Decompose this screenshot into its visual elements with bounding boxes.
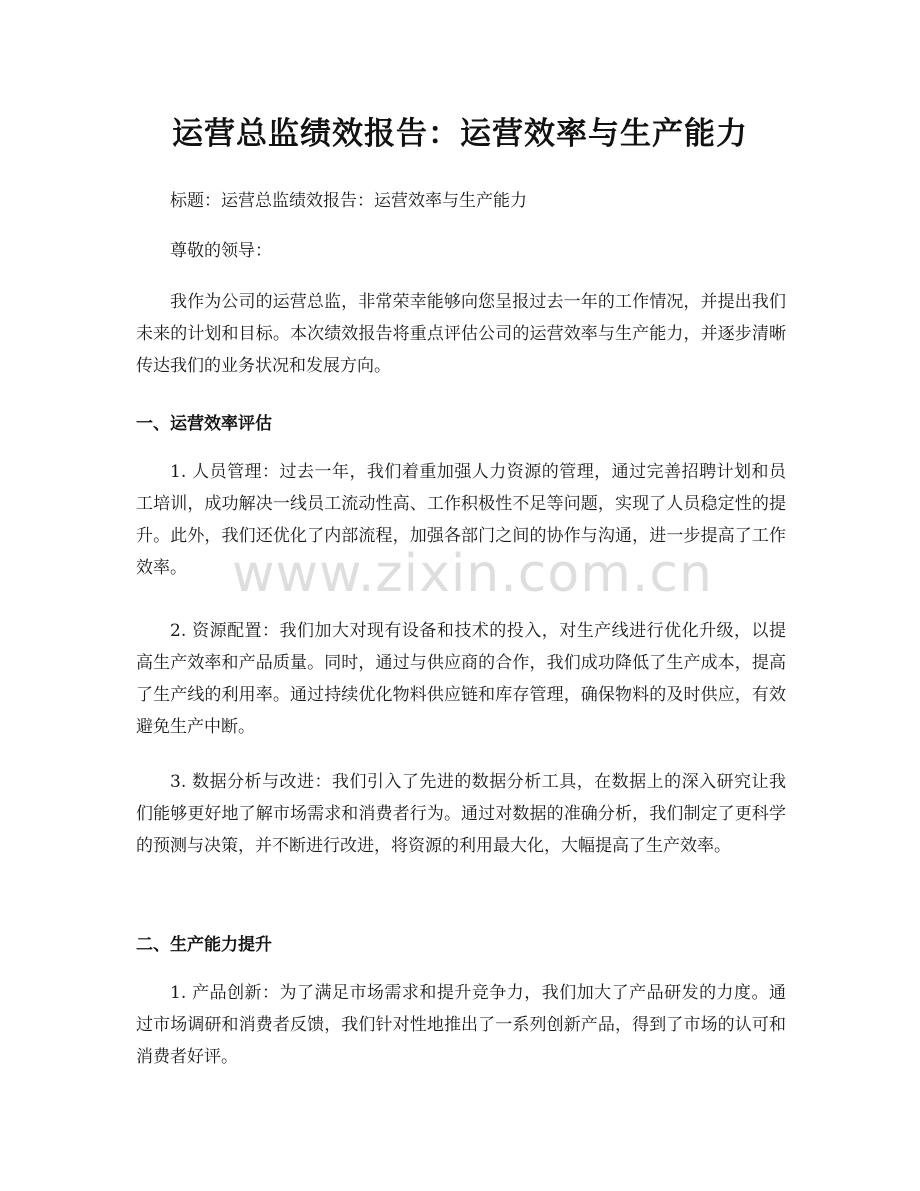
paragraph-data-analysis: 3. 数据分析与改进：我们引入了先进的数据分析工具，在数据上的深入研究让我们能够更好地了解市场需求和消费者行为。通过对数据的准确分析，我们制定了更科学的预测与决策，并不断进行改进，将资源的利用最大化，大幅提高了生产效率。 [136, 772, 786, 856]
section-heading-production: 二、生产能力提升 [136, 935, 272, 955]
paragraph-personnel: 1. 人员管理：过去一年，我们着重加强人力资源的管理，通过完善招聘计划和员工培训，成功解决一线员工流动性高、工作积极性不足等问题，实现了人员稳定性的提升。此外，我们还优化了内部流程，加强各部门之间的协作与沟通，进一步提高了工作效率。 [136, 462, 786, 578]
paragraph-resources: 2. 资源配置：我们加大对现有设备和技术的投入，对生产线进行优化升级，以提高生产效率和产品质量。同时，通过与供应商的合作，我们成功降低了生产成本，提高了生产线的利用率。通过持续优化物料供应链和库存管理，确保物料的及时供应，有效避免生产中断。 [136, 621, 786, 737]
paragraph-product-innovation: 1. 产品创新：为了满足市场需求和提升竞争力，我们加大了产品研发的力度。通过市场调研和消费者反馈，我们针对性地推出了一系列创新产品，得到了市场的认可和消费者好评。 [136, 983, 786, 1067]
salutation: 尊敬的领导： [170, 241, 272, 261]
subtitle-line: 标题：运营总监绩效报告：运营效率与生产能力 [170, 191, 527, 211]
watermark: www.zixin.com.cn [232, 544, 713, 604]
section-heading-operations: 一、运营效率评估 [136, 414, 272, 434]
intro-paragraph: 我作为公司的运营总监，非常荣幸能够向您呈报过去一年的工作情况，并提出我们未来的计划和目标。本次绩效报告将重点评估公司的运营效率与生产能力，并逐步清晰传达我们的业务状况和发展方向。 [136, 292, 786, 376]
page-title: 运营总监绩效报告：运营效率与生产能力 [172, 116, 748, 152]
